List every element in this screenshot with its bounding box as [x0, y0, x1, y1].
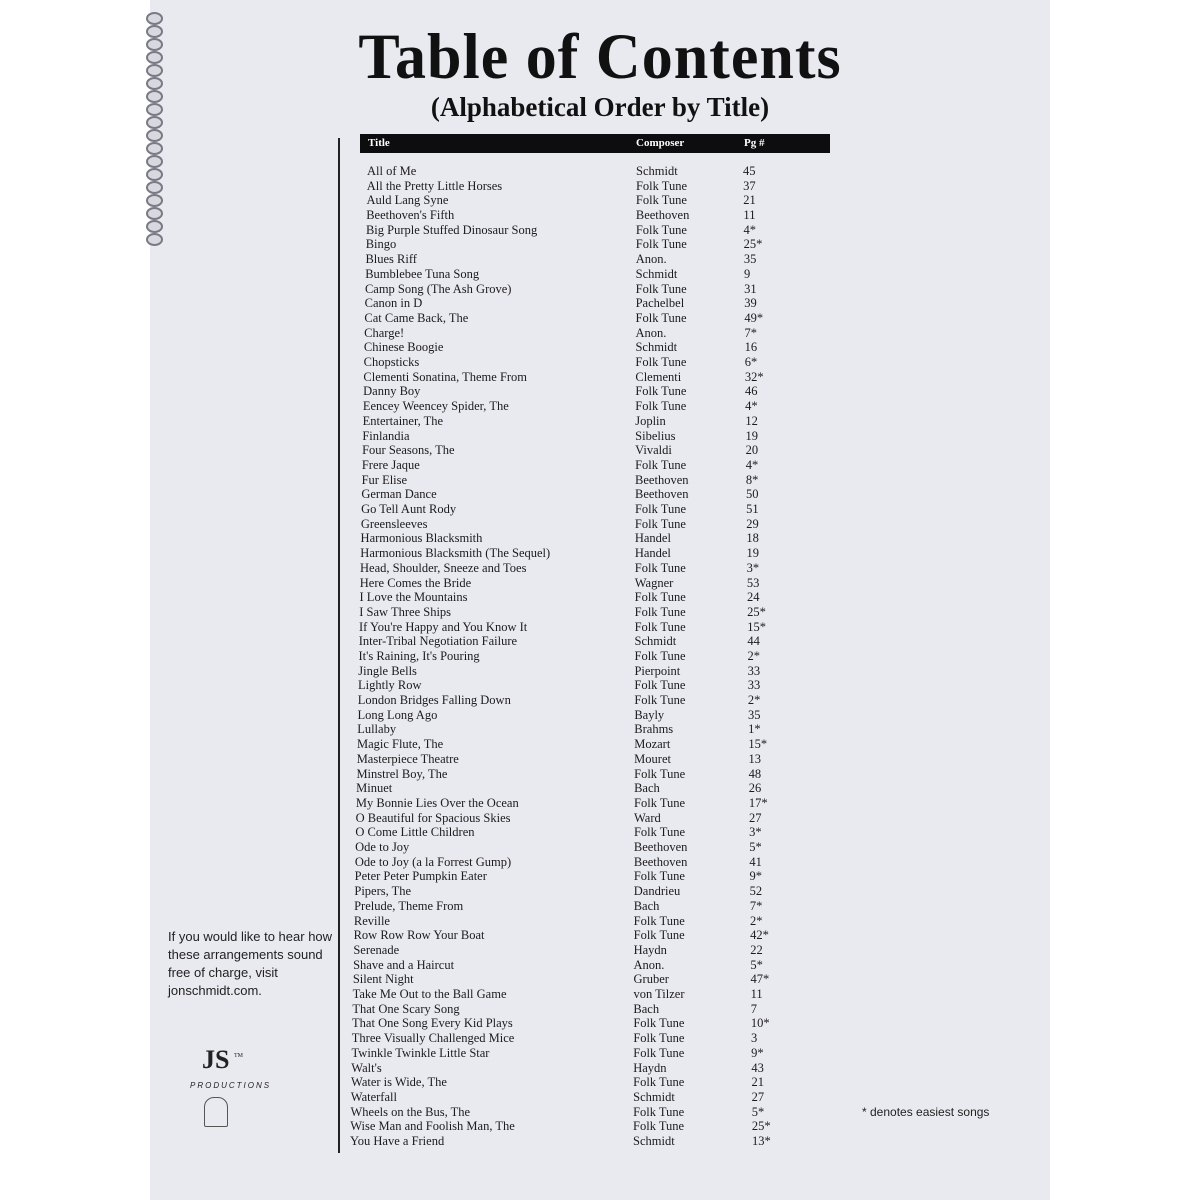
song-page: 49* [744, 310, 764, 325]
song-page: 35 [748, 707, 761, 722]
song-composer: Folk Tune [635, 399, 687, 414]
song-composer: Dandrieu [633, 884, 681, 899]
song-title: O Come Little Children [355, 825, 475, 840]
song-page: 33 [747, 663, 761, 678]
page-subtitle: (Alphabetical Order by Title) [430, 92, 770, 122]
logo-text: PRODUCTIONS [190, 1081, 272, 1090]
song-page: 19 [746, 546, 760, 561]
song-title: Ode to Joy [355, 840, 410, 855]
song-title: Charge! [364, 325, 405, 340]
song-title: Jingle Bells [358, 663, 417, 678]
song-page: 22 [750, 942, 763, 957]
song-page: 17* [748, 795, 768, 810]
binding-ring [146, 220, 163, 233]
footnote: * denotes easiest songs [862, 1105, 990, 1119]
song-composer: Folk Tune [634, 678, 686, 693]
binding-ring [146, 129, 163, 142]
song-composer: von Tilzer [633, 987, 685, 1002]
song-title: Head, Shoulder, Sneeze and Toes [360, 560, 527, 575]
song-page: 10* [750, 1016, 770, 1031]
song-title: Minuet [356, 781, 393, 796]
song-composer: Folk Tune [634, 795, 686, 810]
song-title: Silent Night [352, 972, 414, 987]
song-composer: Folk Tune [633, 1119, 685, 1134]
song-title: Wheels on the Bus, The [350, 1104, 471, 1119]
song-composer: Anon. [633, 957, 665, 972]
song-page: 7 [750, 1001, 758, 1016]
song-title: I Love the Mountains [359, 590, 468, 605]
song-title: Minstrel Boy, The [356, 766, 448, 781]
song-composer: Folk Tune [635, 193, 687, 208]
song-composer: Schmidt [633, 1134, 675, 1148]
song-composer: Folk Tune [634, 502, 687, 517]
song-title: All of Me [367, 164, 417, 178]
song-page: 42* [750, 928, 769, 943]
song-title: Harmonious Blacksmith [360, 531, 483, 546]
song-composer: Mozart [634, 737, 671, 752]
piano-icon [204, 1097, 228, 1127]
song-composer: Folk Tune [635, 355, 687, 370]
song-title: Chinese Boogie [363, 340, 444, 355]
song-title: Go Tell Aunt Rody [361, 502, 457, 517]
song-title: Harmonious Blacksmith (The Sequel) [360, 546, 551, 561]
song-composer: Folk Tune [633, 1045, 685, 1060]
song-page: 51 [746, 502, 759, 517]
song-title: Bumblebee Tuna Song [365, 266, 480, 281]
song-composer: Folk Tune [634, 619, 686, 634]
song-page: 37 [743, 178, 756, 193]
song-composer: Folk Tune [634, 590, 686, 605]
binding-ring [146, 168, 163, 181]
song-title: Here Comes the Bride [359, 575, 472, 590]
song-page: 2* [747, 693, 761, 708]
song-page: 2* [749, 913, 763, 928]
binding-ring [146, 116, 163, 129]
song-page: 33 [747, 678, 761, 693]
song-composer: Folk Tune [635, 310, 687, 325]
song-page: 25* [747, 604, 766, 619]
song-page: 53 [746, 575, 760, 590]
song-composer: Clementi [635, 369, 682, 384]
song-composer: Folk Tune [635, 178, 688, 193]
song-title: Long Long Ago [357, 707, 438, 722]
song-page: 1* [748, 722, 761, 737]
song-page: 21 [751, 1075, 764, 1090]
song-title: London Bridges Falling Down [357, 693, 511, 708]
song-composer: Bach [634, 781, 660, 796]
song-page: 45 [743, 164, 756, 178]
binding-ring [146, 233, 163, 246]
song-title: Take Me Out to the Ball Game [352, 987, 507, 1002]
song-page: 8* [745, 472, 759, 487]
song-title: Eencey Weencey Spider, The [362, 399, 509, 414]
song-page: 16 [744, 340, 758, 355]
song-page: 7* [749, 898, 763, 913]
song-title: Four Seasons, The [362, 443, 455, 458]
song-composer: Folk Tune [633, 928, 685, 943]
song-page: 21 [743, 193, 756, 208]
song-composer: Beethoven [633, 840, 688, 855]
song-composer: Schmidt [633, 1089, 675, 1104]
song-page: 29 [746, 516, 759, 531]
binding-ring [146, 77, 163, 90]
song-page: 50 [746, 487, 759, 502]
binding-ring [146, 181, 163, 194]
song-composer: Gruber [633, 972, 669, 987]
song-title: Peter Peter Pumpkin Eater [354, 869, 487, 884]
song-title: Greensleeves [360, 516, 428, 531]
songbook-page [150, 0, 1050, 1200]
song-title: Magic Flute, The [356, 737, 444, 752]
binding-ring [146, 103, 163, 116]
song-composer: Bach [633, 898, 660, 913]
song-title: Inter-Tribal Negotiation Failure [358, 634, 518, 649]
song-title: Pipers, The [354, 884, 412, 899]
song-title: I Saw Three Ships [359, 604, 452, 619]
song-page: 9* [751, 1045, 764, 1060]
song-page: 4* [745, 457, 759, 472]
song-title: All the Pretty Little Horses [366, 178, 503, 193]
song-page: 6* [744, 355, 758, 370]
song-page: 7* [744, 325, 757, 340]
song-title: Prelude, Theme From [354, 898, 464, 913]
column-header-composer: Composer [636, 137, 685, 149]
song-page: 24 [746, 590, 760, 605]
song-page: 3* [749, 825, 762, 840]
song-title: Fur Elise [361, 472, 408, 487]
binding-ring [146, 155, 163, 168]
song-composer: Folk Tune [634, 516, 686, 531]
song-composer: Folk Tune [633, 1075, 685, 1090]
song-composer: Folk Tune [633, 1104, 685, 1119]
song-title: Lightly Row [357, 678, 422, 693]
song-title: Row Row Row Your Boat [353, 928, 485, 943]
song-composer: Schmidt [635, 266, 678, 281]
song-composer: Ward [634, 810, 661, 825]
song-title: Walt's [351, 1060, 382, 1075]
song-page: 48 [748, 766, 762, 781]
song-page: 5* [749, 840, 762, 855]
song-page: 15* [748, 737, 768, 752]
song-composer: Haydn [633, 942, 667, 957]
song-composer: Beethoven [635, 472, 689, 487]
song-title: Big Purple Stuffed Dinosaur Song [365, 222, 538, 237]
song-composer: Brahms [634, 722, 674, 737]
song-page: 19 [745, 428, 758, 443]
song-composer: Folk Tune [635, 457, 687, 472]
logo-mark: JS [202, 1045, 230, 1074]
binding-ring [146, 142, 163, 155]
song-page: 18 [746, 531, 759, 546]
song-composer: Mouret [634, 751, 671, 766]
song-title: Entertainer, The [362, 413, 444, 428]
song-composer: Folk Tune [635, 222, 687, 237]
song-composer: Folk Tune [634, 649, 686, 663]
song-page: 41 [749, 854, 762, 869]
song-composer: Folk Tune [635, 281, 687, 296]
song-page: 39 [744, 296, 757, 311]
song-composer: Pierpoint [634, 663, 681, 678]
song-title: Chopsticks [363, 355, 420, 370]
song-title: Danny Boy [363, 384, 421, 399]
song-title: My Bonnie Lies Over the Ocean [355, 795, 519, 810]
song-page: 3 [751, 1031, 758, 1046]
song-page: 44 [747, 634, 760, 649]
song-title: If You're Happy and You Know It [359, 619, 528, 634]
song-composer: Folk Tune [634, 766, 686, 781]
song-title: You Have a Friend [350, 1134, 445, 1148]
binding-ring [146, 51, 163, 64]
song-composer: Beethoven [635, 208, 690, 223]
song-composer: Beethoven [633, 854, 688, 869]
song-page: 3* [746, 560, 760, 575]
song-title: That One Song Every Kid Plays [352, 1016, 513, 1031]
song-title: Finlandia [362, 428, 410, 443]
song-page: 4* [745, 399, 758, 414]
song-title: Clementi Sonatina, Theme From [363, 369, 528, 384]
song-page: 52 [749, 884, 763, 899]
song-page: 25* [743, 237, 763, 252]
table-divider [338, 138, 340, 1153]
logo-trademark: TM [234, 1053, 243, 1059]
song-composer: Folk Tune [635, 237, 687, 252]
binding-ring [146, 194, 163, 207]
song-composer: Joplin [635, 413, 666, 428]
song-page: 13 [748, 751, 761, 766]
song-title: Canon in D [364, 296, 423, 311]
song-page: 35 [743, 252, 757, 267]
song-composer: Folk Tune [633, 1016, 685, 1031]
song-page: 15* [747, 619, 766, 634]
song-composer: Wagner [634, 575, 674, 590]
song-title: Three Visually Challenged Mice [351, 1031, 515, 1046]
song-composer: Anon. [635, 325, 667, 340]
song-composer: Beethoven [635, 487, 689, 502]
column-header-page: Pg # [744, 137, 765, 149]
song-page: 9* [749, 869, 763, 884]
song-title: Shave and a Haircut [353, 957, 455, 972]
song-page: 11 [750, 987, 763, 1002]
song-page: 43 [751, 1060, 764, 1075]
song-composer: Folk Tune [633, 869, 685, 884]
song-composer: Bayly [634, 707, 665, 722]
song-title: Masterpiece Theatre [356, 751, 459, 766]
song-title: Twinkle Twinkle Little Star [351, 1045, 490, 1060]
song-title: Water is Wide, The [351, 1075, 447, 1090]
song-page: 2* [747, 649, 760, 663]
binding-ring [146, 25, 163, 38]
binding-ring [146, 90, 163, 103]
song-composer: Handel [634, 546, 671, 561]
song-title: Cat Came Back, The [364, 310, 469, 325]
song-page: 4* [743, 222, 757, 237]
song-title: Auld Lang Syne [366, 193, 449, 208]
song-composer: Bach [633, 1001, 660, 1016]
song-title: Reville [353, 913, 390, 928]
song-title: Ode to Joy (a la Forrest Gump) [354, 854, 512, 869]
song-page: 20 [745, 443, 759, 458]
song-page: 13* [752, 1134, 771, 1148]
side-note: If you would like to hear how these arrangements sound free of charge, visit jonschmidt.com. [168, 929, 333, 998]
song-composer: Pachelbel [635, 296, 685, 311]
song-page: 11 [743, 208, 756, 223]
song-composer: Schmidt [634, 634, 677, 649]
song-title: German Dance [361, 487, 437, 502]
column-header-title: Title [368, 137, 390, 149]
song-page: 5* [750, 957, 763, 972]
song-title: That One Scary Song [352, 1001, 460, 1016]
song-title: O Beautiful for Spacious Skies [355, 810, 511, 825]
song-title: Frere Jaque [361, 457, 420, 472]
table-header [360, 134, 830, 153]
binding-ring [146, 64, 163, 77]
song-composer: Folk Tune [633, 825, 686, 840]
song-composer: Folk Tune [634, 693, 686, 708]
song-composer: Schmidt [636, 164, 678, 178]
song-composer: Folk Tune [634, 604, 686, 619]
song-title: Waterfall [350, 1089, 397, 1104]
song-composer: Folk Tune [634, 560, 686, 575]
song-page: 46 [745, 384, 758, 399]
song-title: Bingo [365, 237, 397, 252]
song-title: Blues Riff [365, 252, 417, 267]
song-page: 47* [750, 972, 770, 987]
song-composer: Haydn [633, 1060, 667, 1075]
song-composer: Folk Tune [633, 1031, 685, 1046]
song-composer: Sibelius [635, 428, 676, 443]
song-page: 27 [749, 810, 762, 825]
song-composer: Handel [634, 531, 671, 546]
js-productions-logo [190, 1045, 300, 1145]
song-composer: Folk Tune [635, 384, 687, 399]
song-title: Wise Man and Foolish Man, The [350, 1119, 515, 1134]
spiral-binding [146, 0, 166, 240]
song-title: Beethoven's Fifth [366, 208, 455, 223]
song-page: 26 [748, 781, 762, 796]
song-title: Serenade [353, 942, 400, 957]
song-page: 32* [744, 369, 764, 384]
song-page: 25* [751, 1119, 771, 1134]
song-composer: Schmidt [635, 340, 678, 355]
binding-ring [146, 12, 163, 25]
song-page: 9 [743, 266, 751, 281]
page-title: Table of Contents [358, 21, 842, 93]
song-composer: Vivaldi [635, 443, 672, 458]
song-title: It's Raining, It's Pouring [358, 649, 480, 663]
binding-ring [146, 38, 163, 51]
song-page: 12 [745, 413, 758, 428]
song-page: 31 [744, 281, 757, 296]
song-composer: Anon. [635, 252, 667, 267]
song-composer: Folk Tune [633, 913, 685, 928]
binding-ring [146, 207, 163, 220]
song-title: Camp Song (The Ash Grove) [364, 281, 512, 296]
song-page: 5* [751, 1104, 765, 1119]
song-title: Lullaby [357, 722, 397, 737]
song-page: 27 [751, 1089, 765, 1104]
